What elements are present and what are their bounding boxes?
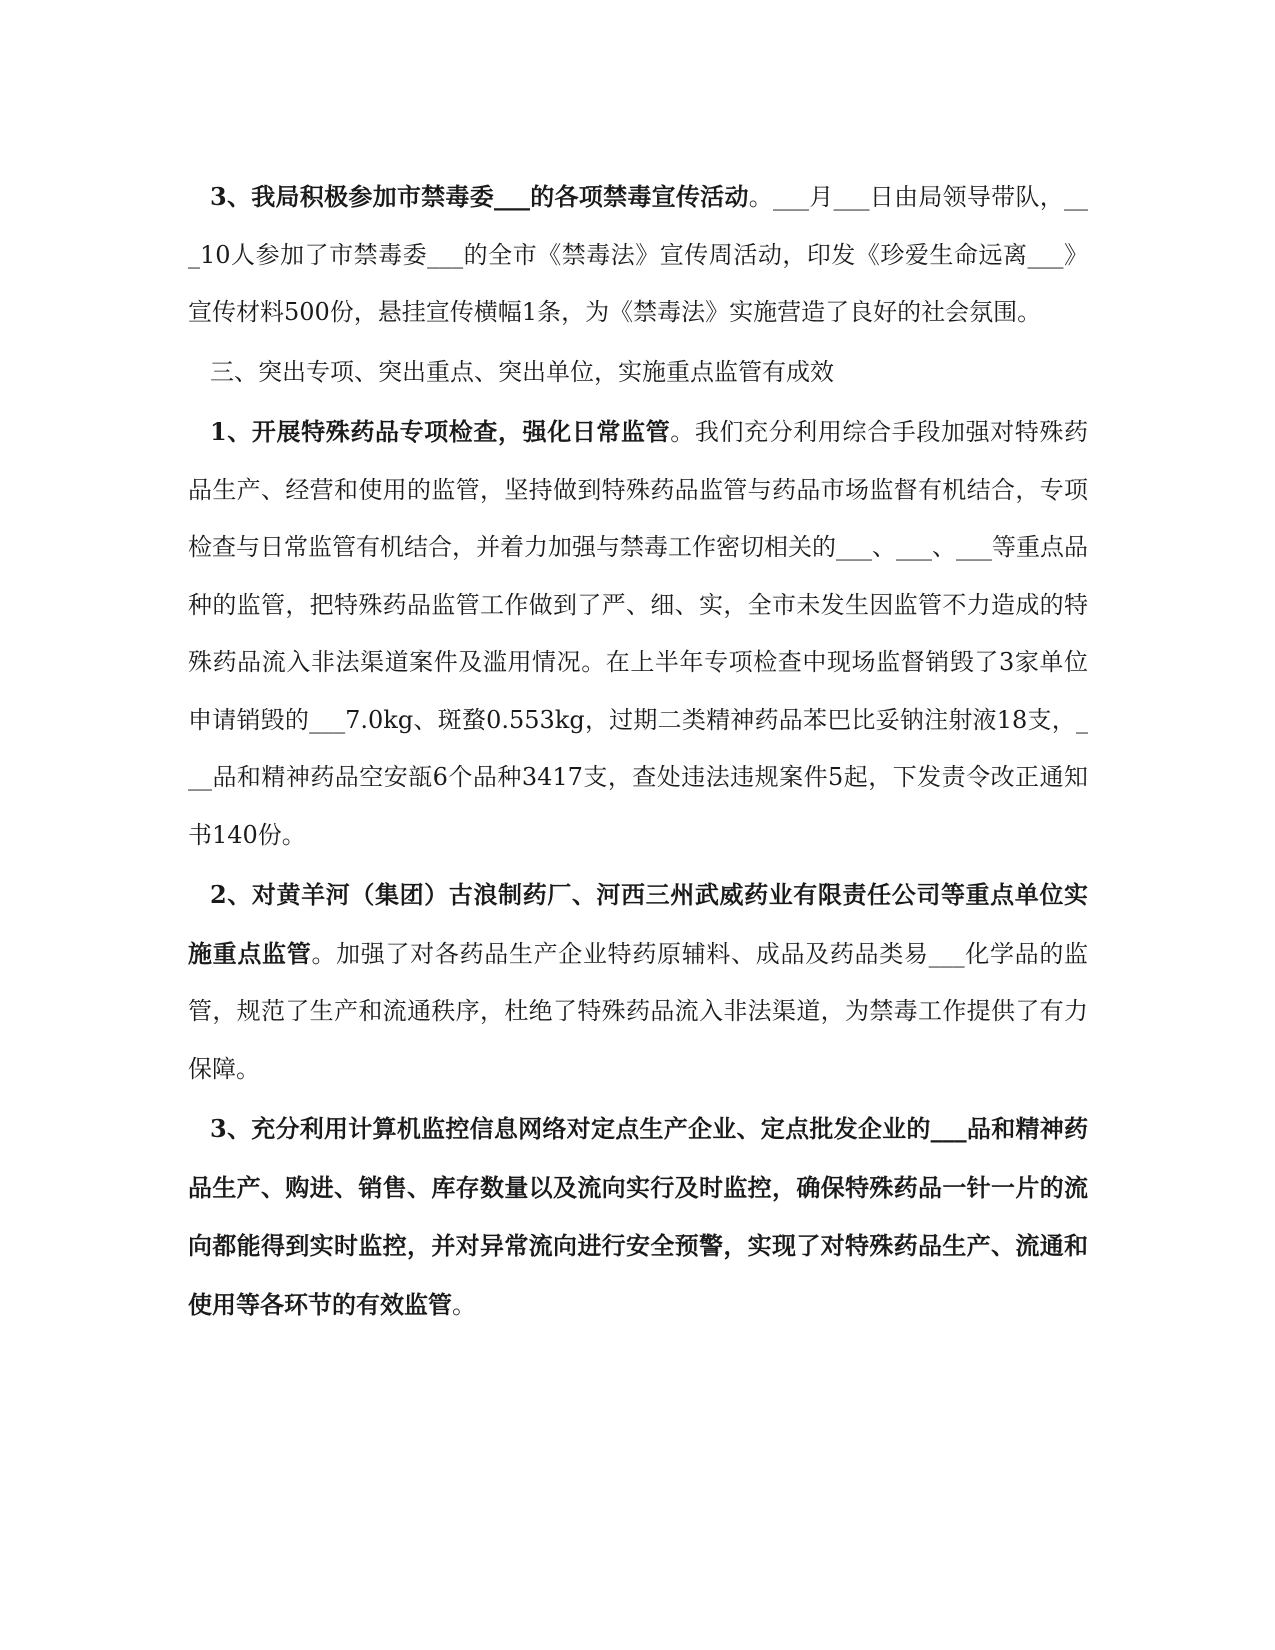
paragraph-lead-bold: 3、我局积极参加市禁毒委___的各项禁毒宣传活动 — [210, 182, 749, 211]
paragraph-lead-bold: 3、充分利用计算机监控信息网络对定点生产企业、定点批发企业的___品和精神药品生产、购进、销售、库存数量以及流向实行及时监控，确保特殊药品一针一片的流向都能得到实时监控，并对异常流向进行安全预警，实现了对特殊药品生产、流通和使用等各环节的有效监管 — [188, 1114, 1088, 1319]
paragraph-propaganda-activities — [188, 168, 1088, 342]
paragraph-computer-monitoring — [188, 1100, 1088, 1334]
paragraph-key-units-supervision — [188, 866, 1088, 1098]
paragraph-lead-bold: 2、对黄羊河（集团）古浪制药厂、河西三州武威药业有限责任公司等重点单位实施重点监管 — [188, 880, 1088, 968]
paragraph-body-text: 。加强了对各药品生产企业特药原辅料、成品及药品类易___化学品的监管，规范了生产和流通秩序，杜绝了特殊药品流入非法渠道，为禁毒工作提供了有力保障。 — [188, 939, 1089, 1083]
paragraph-body-text: 。___月___日由局领导带队，___10人参加了市禁毒委___的全市《禁毒法》宣传周活动，印发《珍爱生命远离___》宣传材料500份，悬挂宣传横幅1条，为《禁毒法》实施营造了良好的社会氛围。 — [188, 183, 1088, 326]
document-body — [188, 168, 1088, 1336]
paragraph-body-text: 。 — [452, 1290, 476, 1319]
paragraph-lead-bold: 1、开展特殊药品专项检查，强化日常监管 — [210, 417, 671, 446]
paragraph-special-drug-inspection — [188, 403, 1088, 864]
paragraph-body-text: 。我们充分利用综合手段加强对特殊药品生产、经营和使用的监管，坚持做到特殊药品监管与药品市场监督有机结合，专项检查与日常监管有机结合，并着力加强与禁毒工作密切相关的___、___、___等重点品种的监管，把特殊药品监管工作做到了严、细、实，全市未发生因监管不力造成的特殊药品流入非法渠道案件及滥用情况。在上半年专项检查中现场监督销毁了3家单位申请销毁的___7.0kg、斑蝥0.553kg，过期二类精神药品苯巴比妥钠注射液18支，___品和精神药品空安瓿6个品种3417支，查处违法违规案件5起，下发责令改正通知书140份。 — [188, 418, 1089, 849]
section-heading: 三、突出专项、突出重点、突出单位，实施重点监管有成效 — [210, 357, 834, 386]
